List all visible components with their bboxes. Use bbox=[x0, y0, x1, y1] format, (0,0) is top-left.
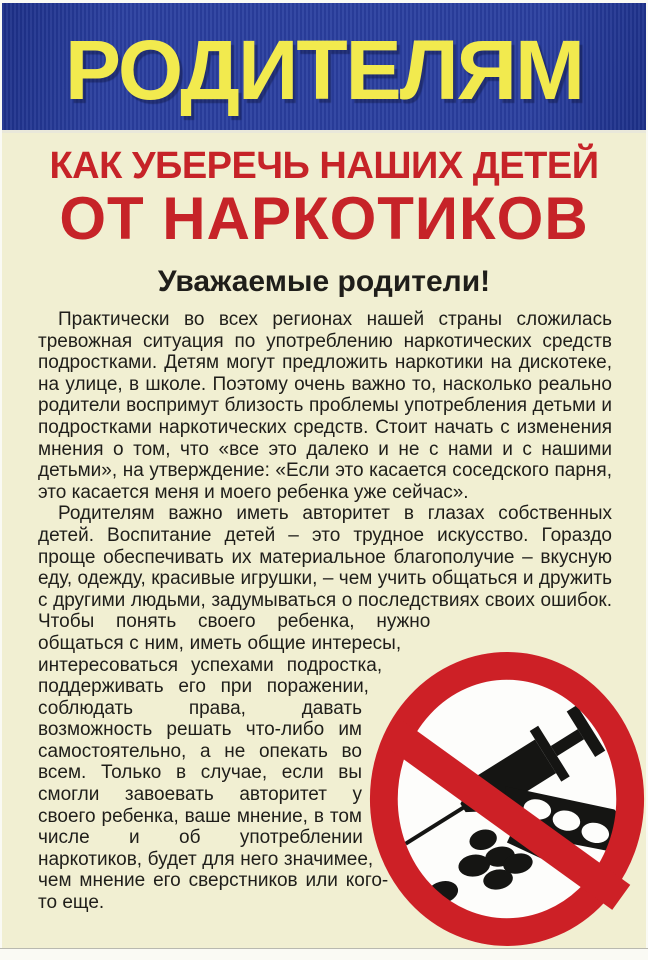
no-drugs-sign-svg bbox=[366, 651, 648, 949]
heading-line2: ОТ НАРКОТИКОВ bbox=[59, 185, 589, 252]
poster bbox=[2, 3, 646, 948]
subheading: Уважаемые родители! bbox=[157, 265, 491, 298]
main-heading bbox=[2, 144, 646, 250]
paragraph-1: Практически во всех регионах нашей страны сложилась тревожная ситуация по употреблению наркотических средств подростками. Детям могут предложить наркотики на дискотеке, на улице, в школе. Поэтому очень важно то, насколько реально родители воспримут близость проблемы употребления детьми и подростками наркотических средств. Стоит начать с изменения мнения о том, что «все это далеко и не с нами и с нашими детьми», на утверждение: «Если это касается соседского парня, это касается меня и моего ребенка уже сейчас». bbox=[38, 309, 612, 503]
paragraph-2: Родителям важно иметь авторитет в глазах собственных детей. Воспитание детей – это трудное искусство. Гораздо проще обеспечивать их материальное благополучие – вкусную еду, одежду, красивые игрушки, – чем учить общаться и дружить с другими людьми, задумываться о последствиях своих ошибок. Чтобы понять своего ребенка, нужно общаться с ним, иметь общие интересы, интересоваться успехами подростка, поддерживать его при поражении, соблюдать права, давать возможность решать что-либо им самостоятельно, а не опекать во всем. Только в случае, если вы смогли завоевать авторитет у своего ребенка, ваше мнение, в том числе и об употреблении наркотиков, будет для него значимее, чем мнение его сверстников или кого-то еще. bbox=[38, 503, 612, 913]
banner-title: РОДИТЕЛЯМ bbox=[65, 23, 583, 117]
no-drugs-icon bbox=[366, 651, 648, 949]
banner bbox=[2, 3, 646, 133]
scan-edge bbox=[0, 948, 648, 960]
heading-line1: КАК УБЕРЕЧЬ НАШИХ ДЕТЕЙ bbox=[49, 145, 599, 187]
